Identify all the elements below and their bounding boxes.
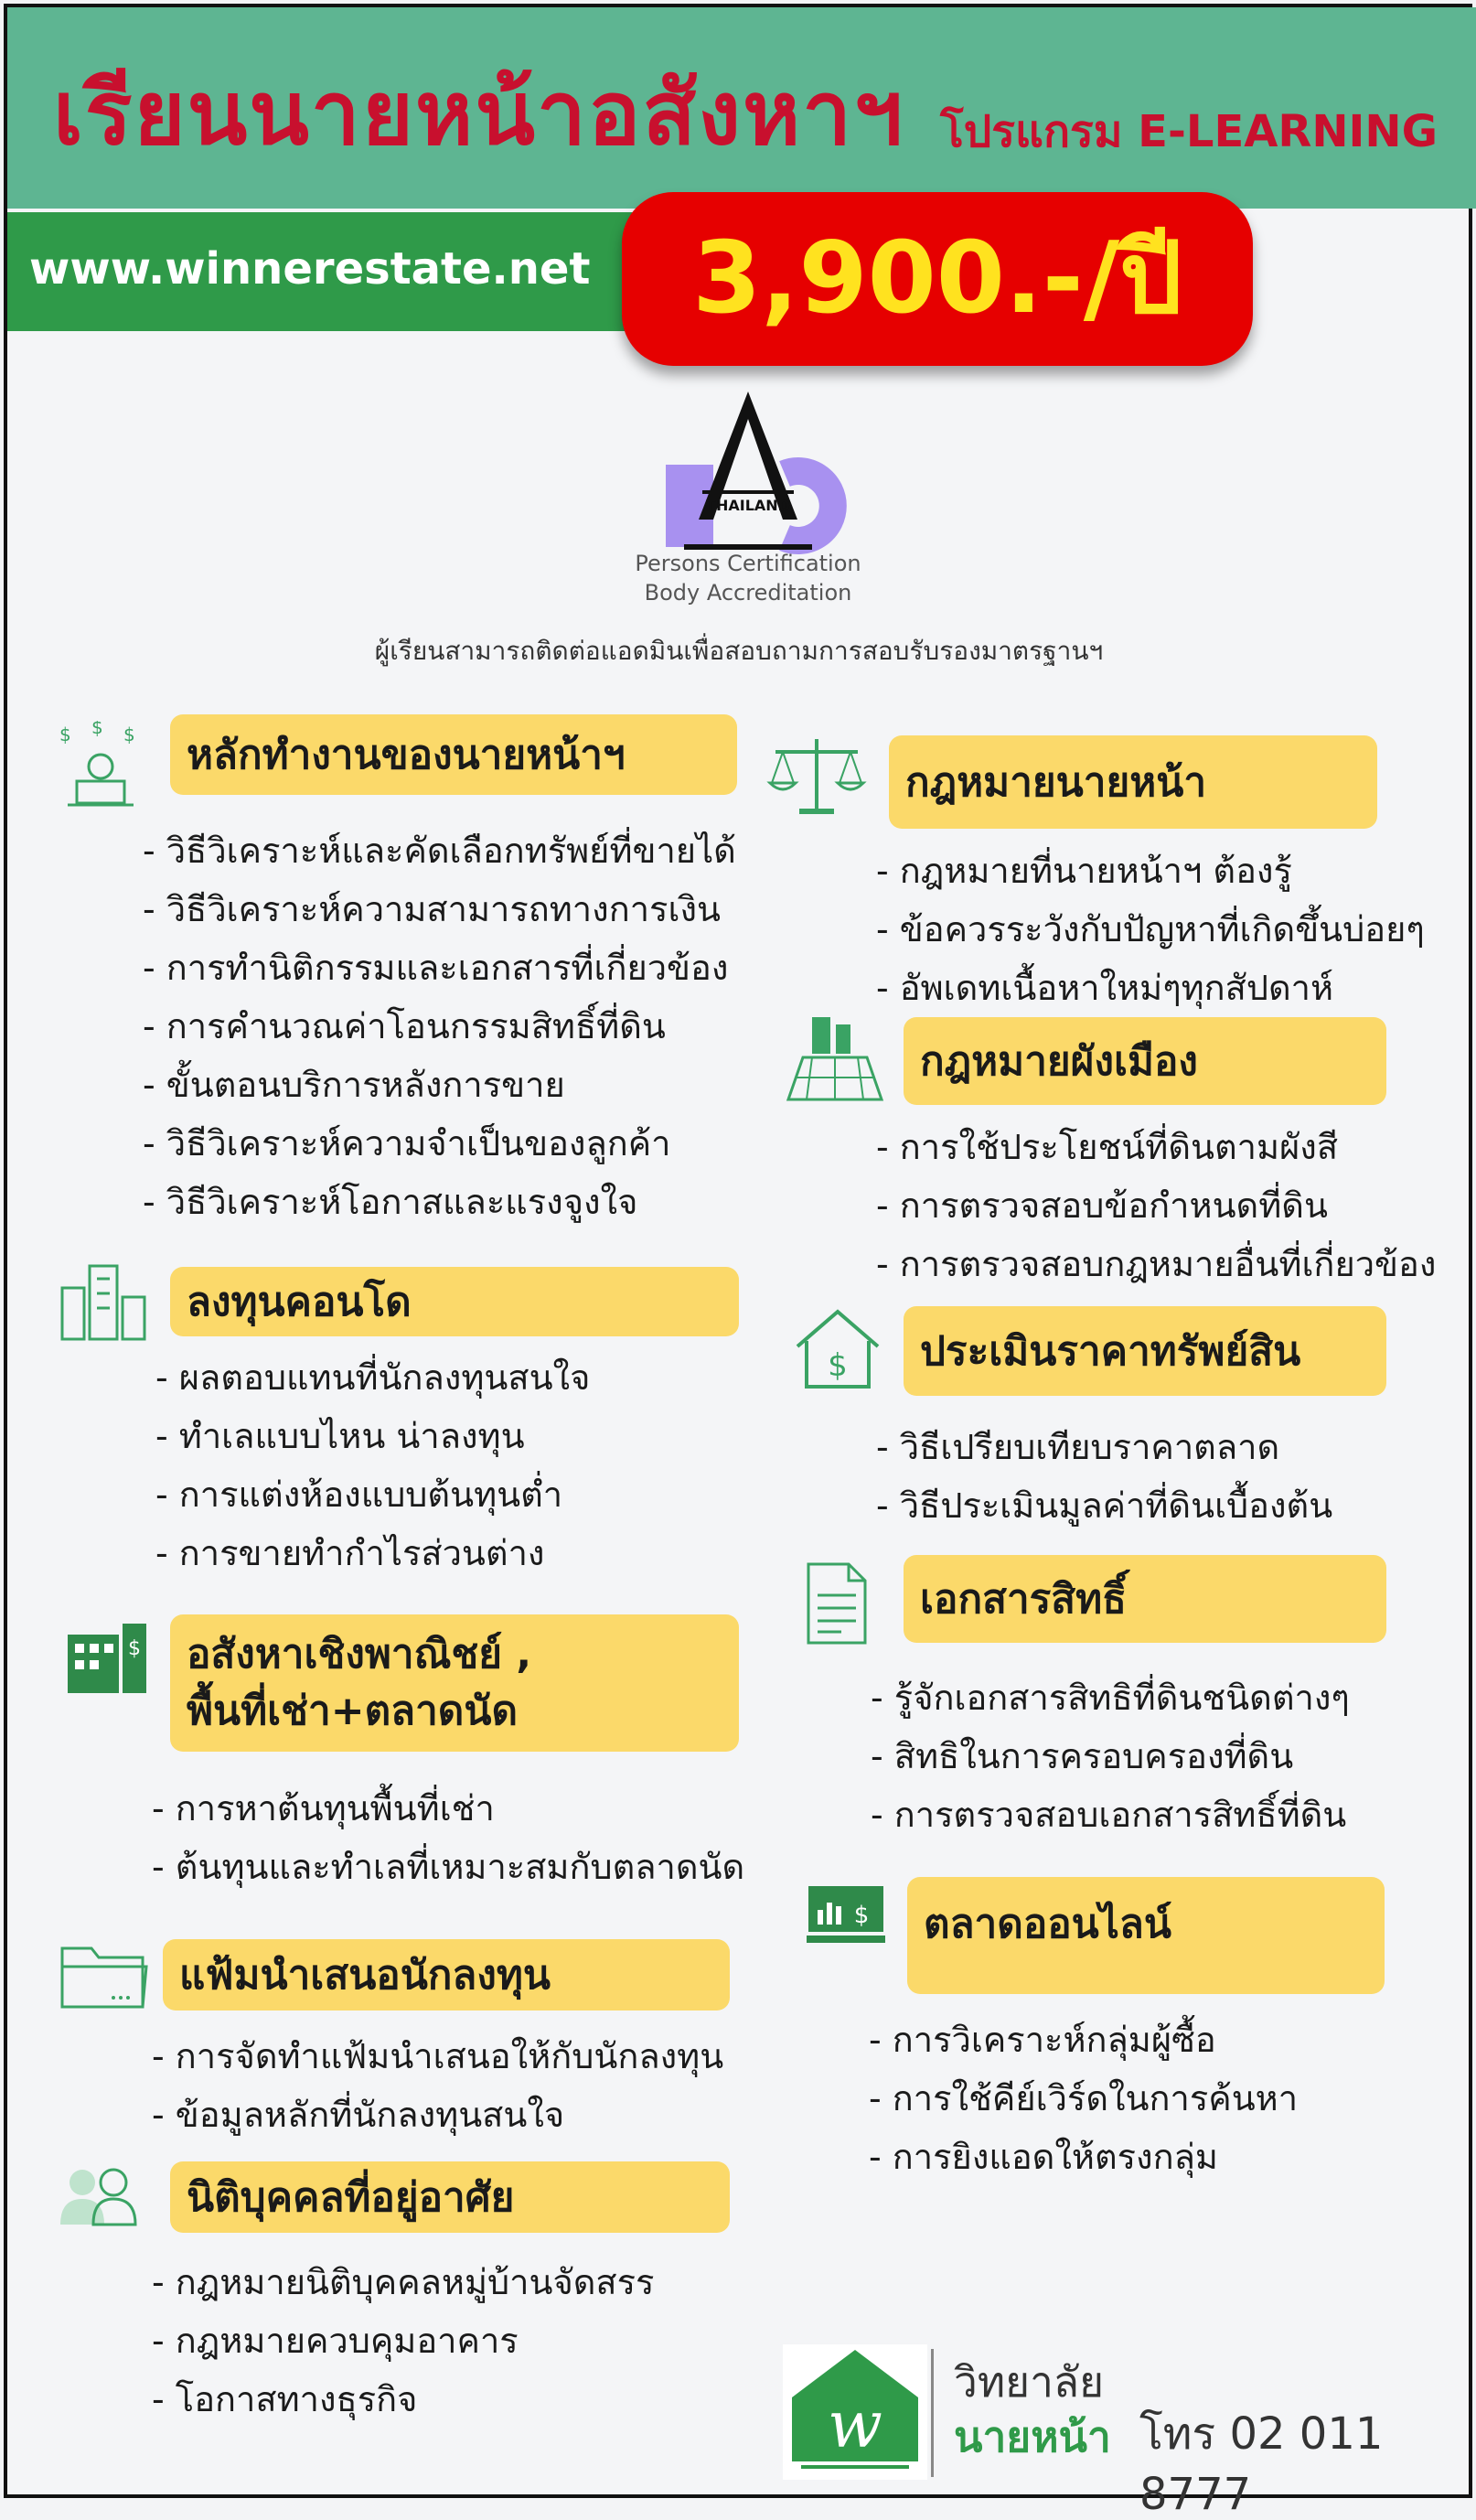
list-item: - การยิงแอดให้ตรงกลุ่ม [869, 2137, 1218, 2177]
program-subtitle: โปรแกรม E-LEARNING [940, 106, 1438, 157]
section-investor-folder-title: แฟ้มนำเสนอนักลงทุน [163, 1939, 730, 2011]
list-item: - การตรวจสอบกฎหมายอื่นที่เกี่ยวข้อง [876, 1244, 1437, 1284]
website-link[interactable]: www.winnerestate.net [29, 243, 591, 295]
list-item: - กฎหมายที่นายหน้าฯ ต้องรู้ [876, 851, 1292, 891]
people-icon [59, 2164, 141, 2228]
list-item: - การหาต้นทุนพื้นที่เช่า [152, 1788, 495, 1828]
page-frame [4, 4, 1472, 2520]
house-dollar-icon [794, 1308, 882, 1390]
section-city-plan-list [876, 1118, 1436, 1293]
caption-line2: Body Accreditation [644, 580, 852, 606]
list-item: - ขั้นตอนบริการหลังการขาย [143, 1065, 565, 1105]
list-item: - ผลตอบแทนที่นักลงทุนสนใจ [155, 1357, 591, 1398]
document-icon [805, 1560, 869, 1646]
list-item: - อัพเดทเนื้อหาใหม่ๆทุกสัปดาห์ [876, 968, 1334, 1008]
list-item: - กฎหมายควบคุมอาคาร [152, 2321, 519, 2361]
footer-phone[interactable]: โทร 02 011 8777 [1139, 2408, 1384, 2520]
commercial-building-icon [66, 1622, 148, 1695]
list-item: - การใช้คีย์เวิร์ดในการค้นหา [869, 2078, 1299, 2118]
list-item: - สิทธิในการครอบครองที่ดิน [871, 1736, 1294, 1776]
section-commercial-title [170, 1614, 739, 1752]
list-item: - รู้จักเอกสารสิทธิที่ดินชนิดต่างๆ [871, 1678, 1350, 1718]
section-condo-list [155, 1348, 590, 1582]
list-item: - ทำเลแบบไหน น่าลงทุน [155, 1416, 525, 1456]
footer-broker-label: นายหน้า [954, 2412, 1111, 2461]
list-item: - ต้นทุนและทำเลที่เหมาะสมกับตลาดนัด [152, 1847, 745, 1887]
section-title-deed-title: เอกสารสิทธิ์ [904, 1555, 1386, 1643]
contact-note: ผู้เรียนสามารถติดต่อแอดมินเพื่อสอบถามการสอบรับรองมาตรฐานฯ [374, 636, 1104, 666]
chart-laptop-icon [807, 1884, 885, 1945]
city-plan-icon [785, 1012, 885, 1103]
section-commercial-list [152, 1779, 744, 1896]
list-item: - ข้อควรระวังกับปัญหาที่เกิดขึ้นบ่อยๆ [876, 909, 1425, 949]
list-item: - วิธีวิเคราะห์และคัดเลือกทรัพย์ที่ขายได้ [143, 831, 736, 871]
svg-text:$: $ [853, 1902, 870, 1929]
section-title-deed-list [871, 1668, 1350, 1844]
section-broker-law-list [876, 842, 1425, 1017]
price-badge [622, 192, 1253, 366]
list-item: - วิธีวิเคราะห์ความจำเป็นของลูกค้า [143, 1123, 671, 1163]
section-juristic-person-list [152, 2253, 654, 2429]
section-commercial-title-line2: พื้นที่เช่า+ตลาดนัด [187, 1688, 519, 1734]
section-broker-law-title: กฎหมายนายหน้า [889, 735, 1377, 829]
list-item: - วิธีวิเคราะห์ความสามารถทางการเงิน [143, 889, 721, 929]
svg-text:$: $ [91, 721, 103, 738]
svg-text:$: $ [128, 1637, 141, 1660]
list-item: - การแต่งห้องแบบต้นทุนต่ำ [155, 1474, 563, 1515]
money-laptop-icon [55, 721, 146, 812]
footer-divider [931, 2349, 934, 2477]
section-city-plan-title: กฎหมายผังเมือง [904, 1017, 1386, 1105]
svg-text:$: $ [123, 724, 135, 745]
section-broker-principles-list [143, 821, 736, 1231]
section-appraisal-list [876, 1418, 1332, 1535]
page-title: เรียนนายหน้าอสังหาฯ [53, 62, 905, 165]
section-investor-folder-list [152, 2027, 723, 2144]
section-condo-title: ลงทุนคอนโด [170, 1267, 739, 1336]
caption-line1: Persons Certification [635, 551, 861, 576]
section-juristic-person-title: นิติบุคคลที่อยู่อาศัย [170, 2161, 730, 2233]
svg-text:$: $ [59, 724, 71, 745]
list-item: - วิธีเปรียบเทียบราคาตลาด [876, 1427, 1280, 1467]
list-item: - กฎหมายนิติบุคคลหมู่บ้านจัดสรร [152, 2262, 655, 2302]
accreditation-caption [593, 549, 904, 607]
section-online-market-list [869, 2011, 1298, 2186]
list-item: - การทำนิติกรรมและเอกสารที่เกี่ยวข้อง [143, 948, 729, 988]
section-appraisal-title: ประเมินราคาทรัพย์สิน [904, 1306, 1386, 1396]
section-commercial-title-line1: อสังหาเชิงพาณิชย์ , [187, 1631, 532, 1678]
list-item: - วิธีวิเคราะห์โอกาสและแรงจูงใจ [143, 1182, 638, 1222]
list-item: - การตรวจสอบข้อกำหนดที่ดิน [876, 1185, 1328, 1226]
winner-estate-logo-icon [783, 2344, 927, 2480]
scales-icon [766, 735, 867, 818]
section-online-market-title: ตลาดออนไลน์ [907, 1877, 1385, 1994]
logo-text: THAILAND [706, 497, 790, 514]
folder-icon [59, 1939, 150, 2012]
price-text: 3,900.-/ปี [692, 221, 1182, 336]
list-item: - การวิเคราะห์กลุ่มผู้ซื้อ [869, 2020, 1216, 2060]
list-item: - โอกาสทางธุรกิจ [152, 2379, 418, 2419]
footer-college-label: วิทยาลัย [954, 2357, 1105, 2407]
list-item: - การคำนวณค่าโอนกรรมสิทธิ์ที่ดิน [143, 1006, 666, 1046]
buildings-icon [59, 1260, 150, 1343]
list-item: - วิธีประเมินมูลค่าที่ดินเบื้องต้น [876, 1485, 1333, 1526]
list-item: - การใช้ประโยชน์ที่ดินตามผังสี [876, 1127, 1339, 1167]
svg-text:$: $ [828, 1347, 848, 1384]
section-broker-principles-title: หลักทำงานของนายหน้าฯ [170, 714, 737, 795]
svg-text:w: w [828, 2387, 882, 2462]
list-item: - ข้อมูลหลักที่นักลงทุนสนใจ [152, 2095, 565, 2135]
list-item: - การขายทำกำไรส่วนต่าง [155, 1533, 545, 1573]
list-item: - การจัดทำแฟ้มนำเสนอให้กับนักลงทุน [152, 2036, 724, 2076]
list-item: - การตรวจสอบเอกสารสิทธิ์ที่ดิน [871, 1795, 1347, 1835]
